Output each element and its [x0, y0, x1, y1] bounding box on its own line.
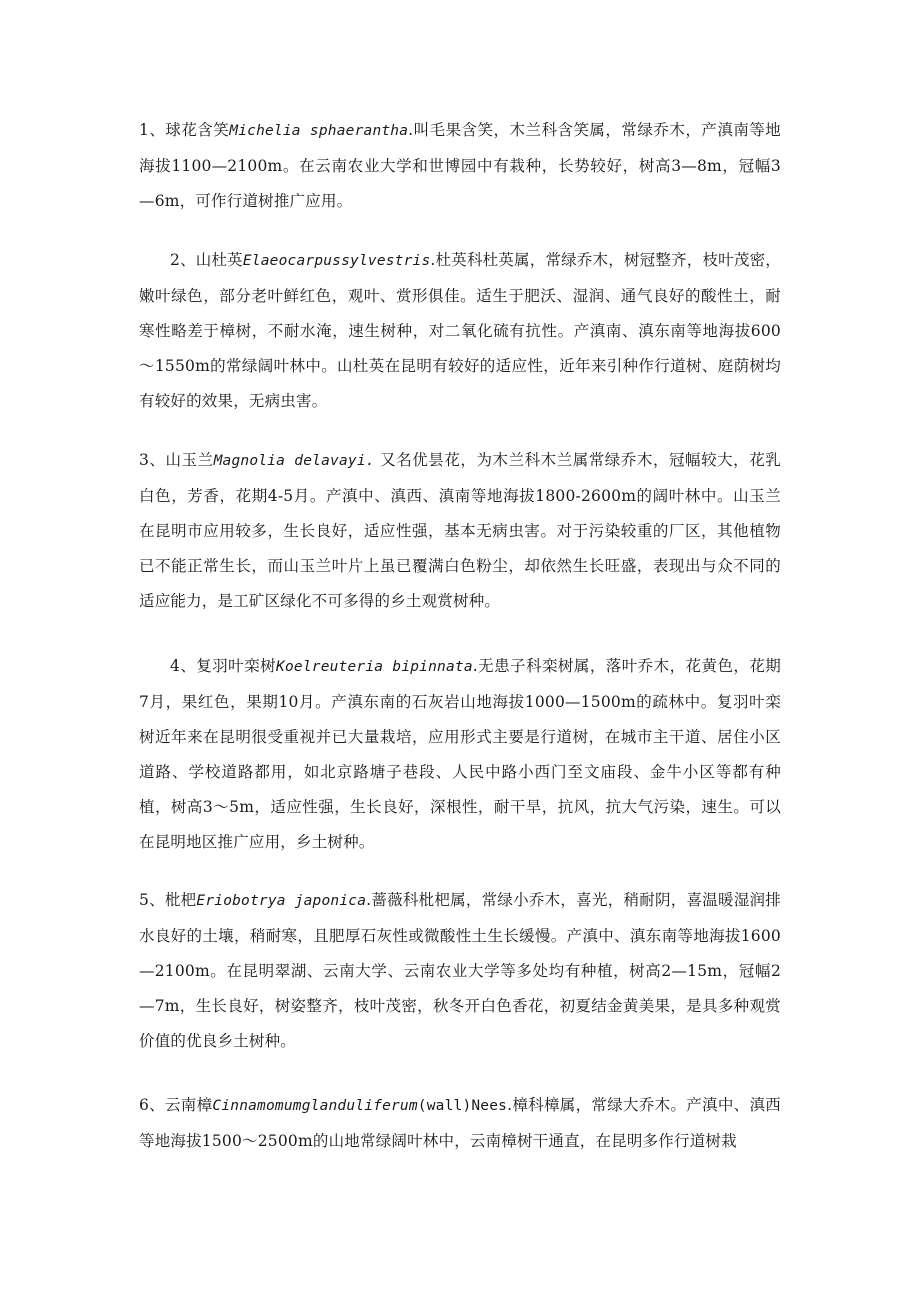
species-name: 4、复羽叶栾树: [170, 657, 277, 675]
paragraph-text: .叫毛果含笑，木兰科含笑属，常绿乔木，产滇南等地海拔1100—2100m。在云南农业大学和世博园中有栽种，长势较好，树高3—8m，冠幅3—6m，可作行道树推广应用。: [139, 121, 781, 210]
paragraph-2: [139, 243, 781, 419]
paragraph-4: [139, 649, 781, 860]
paragraph-text: .无患子科栾树属，落叶乔木，花黄色，花期7月，果红色，果期10月。产滇东南的石灰岩山地海拔1000—1500m的疏林中。复羽叶栾树近年来在昆明很受重视并已大量栽培，应用形式主要是行道树，在城市主干道、居住小区道路、学校道路都用，如北京路塘子巷段、人民中路小西门至文庙段、金牛小区等都有种植，树高3～5m，适应性强，生长良好，深根性，耐干旱，抗风，抗大气污染，速生。可以在昆明地区推广应用，乡土树种。: [139, 657, 781, 851]
paragraph-6: [139, 1088, 781, 1159]
latin-name: Eriobotrya japonica: [196, 893, 367, 909]
paragraph-text: .樟科樟属，常绿大乔木。产滇中、滇西等地海拔1500～2500m的山地常绿阔叶林中，云南樟树干通直，在昆明多作行道树栽: [139, 1096, 781, 1150]
paragraph-1: [139, 113, 781, 219]
paragraph-5: [139, 883, 781, 1059]
latin-name: Michelia sphaerantha: [229, 123, 409, 139]
species-name: 3、山玉兰: [139, 451, 214, 469]
latin-name: Magnolia delavayi.: [213, 453, 375, 469]
species-name: 6、云南樟: [139, 1096, 213, 1114]
paragraph-3: [139, 443, 781, 619]
latin-name: Elaeocarpussylvestris: [242, 253, 431, 269]
latin-name: Cinnamomumglanduliferum: [212, 1098, 418, 1114]
paragraph-text: 又名优昙花，为木兰科木兰属常绿乔木，冠幅较大，花乳白色，芳香，花期4-5月。产滇中、滇西、滇南等地海拔1800-2600m的阔叶林中。山玉兰在昆明市应用较多，生长良好，适应性强，基本无病虫害。对于污染较重的厂区，其他植物已不能正常生长，而山玉兰叶片上虽已覆满白色粉尘，却依然生长旺盛，表现出与众不同的适应能力，是工矿区绿化不可多得的乡土观赏树种。: [139, 451, 781, 610]
species-name: 2、山杜英: [170, 251, 243, 269]
paragraph-text: .杜英科杜英属，常绿乔木，树冠整齐，枝叶茂密，嫩叶绿色，部分老叶鲜红色，观叶、赏形俱佳。适生于肥沃、湿润、通气良好的酸性土，耐寒性略差于樟树，不耐水淹，速生树种，对二氧化硫有抗性。产滇南、滇东南等地海拔600～1550m的常绿阔叶林中。山杜英在昆明有较好的适应性，近年来引种作行道树、庭荫树均有较好的效果，无病虫害。: [139, 251, 781, 410]
latin-name: Koelreuteria bipinnata: [276, 659, 473, 675]
author-name: (wall)Nees: [417, 1098, 508, 1114]
species-name: 1、球花含笑: [139, 121, 230, 139]
species-name: 5、枇杷: [139, 891, 197, 909]
paragraph-text: .蔷薇科枇杷属，常绿小乔木，喜光，稍耐阴，喜温暖湿润排水良好的土壤，稍耐寒，且肥厚石灰性或微酸性土生长缓慢。产滇中、滇东南等地海拔1600—2100m。在昆明翠湖、云南大学、云南农业大学等多处均有种植，树高2—15m，冠幅2—7m，生长良好，树姿整齐，枝叶茂密，秋冬开白色香花，初夏结金黄美果，是具多种观赏价值的优良乡土树种。: [139, 891, 781, 1050]
